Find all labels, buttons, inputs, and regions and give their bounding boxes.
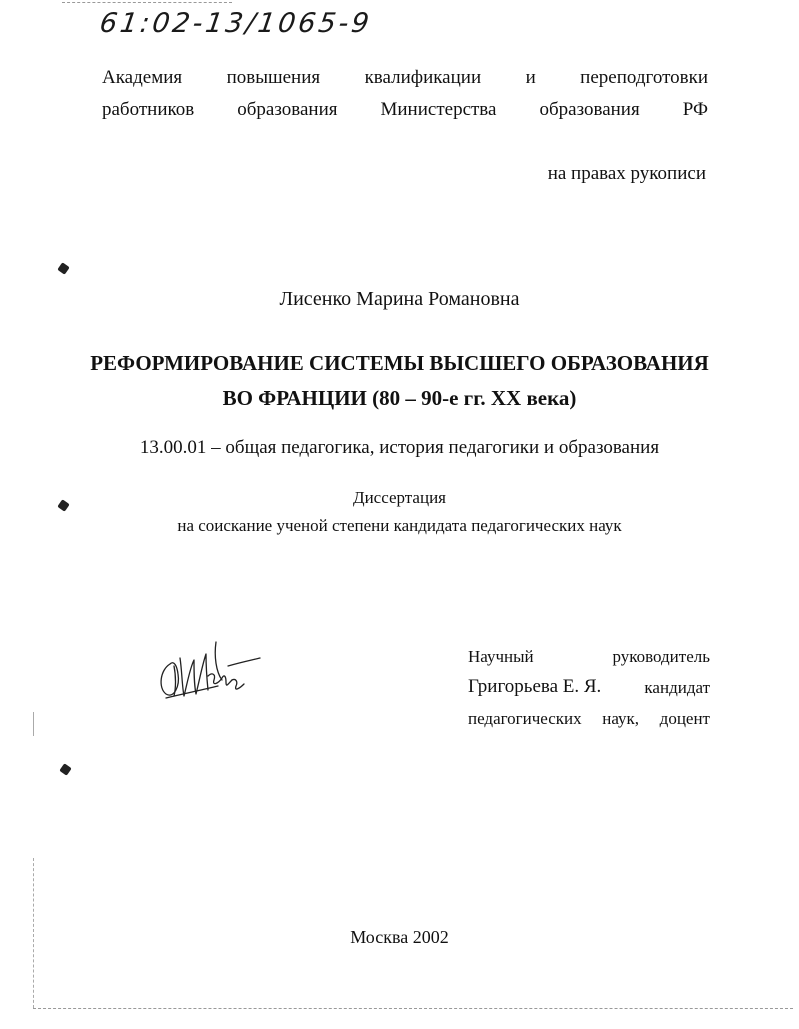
institution-line-1 — [102, 67, 708, 89]
supervisor-role-word: руководитель — [612, 647, 710, 666]
institution-word: квалификации — [364, 67, 482, 88]
document-type: Диссертация — [352, 488, 446, 507]
institution-line-2 — [102, 99, 708, 121]
institution-word: повышения — [226, 67, 321, 88]
institution-word: Министерства — [380, 99, 497, 120]
city-year: Москва 2002 — [350, 927, 449, 947]
institution-word: образования — [237, 99, 338, 120]
supervisor-role — [468, 647, 710, 667]
scan-edge-line — [33, 858, 34, 1008]
supervisor-field-word: наук, — [602, 709, 640, 728]
supervisor-field-word: доцент — [659, 709, 710, 728]
supervisor-field-word: педагогических — [468, 709, 582, 728]
institution-word: Академия — [102, 67, 183, 88]
scan-edge-line — [33, 712, 34, 736]
supervisor-rank: кандидат — [644, 678, 710, 697]
manuscript-note: на правах рукописи — [547, 163, 706, 184]
degree-line: на соискание ученой степени кандидата педагогических наук — [177, 516, 622, 535]
supervisor-field-line — [468, 709, 710, 729]
author-name: Лисенко Марина Романовна — [279, 288, 520, 310]
handwritten-signature — [152, 636, 262, 706]
supervisor-name: Григорьева Е. Я. — [468, 676, 602, 697]
supervisor-name-line — [468, 676, 710, 698]
supervisor-role-word: Научный — [468, 647, 534, 666]
title-line-1: РЕФОРМИРОВАНИЕ СИСТЕМЫ ВЫСШЕГО ОБРАЗОВАНИЯ — [90, 351, 709, 375]
title-line-2: ВО ФРАНЦИИ (80 – 90-е гг. XX века) — [222, 386, 577, 410]
institution-word: работников — [102, 99, 195, 120]
archive-code: 61:02-13/1065-9 — [97, 8, 374, 39]
scan-edge-line — [62, 2, 232, 3]
punch-hole-mark — [57, 262, 70, 275]
punch-hole-mark — [59, 763, 72, 776]
specialty-code: 13.00.01 – общая педагогика, история педагогики и образования — [139, 437, 660, 458]
institution-word: и — [525, 67, 536, 88]
institution-word: переподготовки — [580, 67, 708, 88]
institution-word: образования — [539, 99, 640, 120]
institution-word: РФ — [682, 99, 708, 120]
scan-edge-line — [33, 1008, 793, 1009]
